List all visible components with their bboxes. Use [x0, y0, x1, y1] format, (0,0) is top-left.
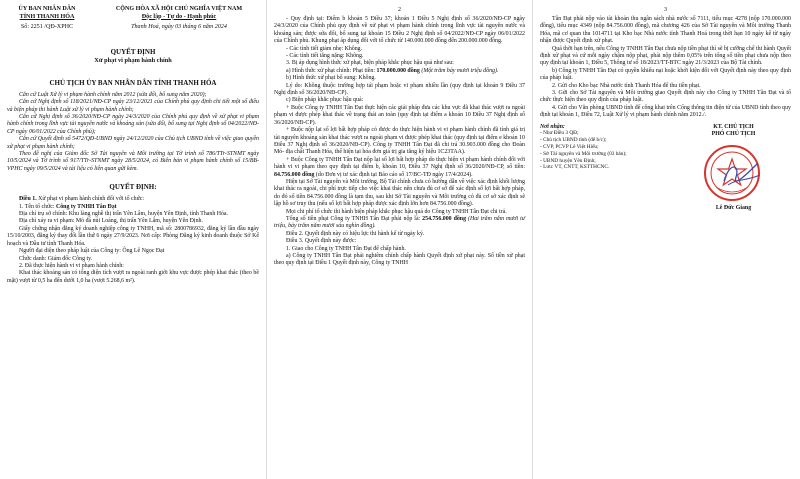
decision-subject: Xử phạt vi phạm hành chính — [94, 56, 172, 64]
representative: Người đại diện theo pháp luật của Công ty: Ông Lê Ngọc Đạt — [19, 248, 165, 255]
position: Chức danh: Giám đốc Công ty. — [19, 255, 93, 262]
paragraph: Điều 3. Quyết định này được: — [286, 238, 357, 245]
paragraph: b) Công ty TNHH Tân Đạt có quyền khiếu nại hoặc khởi kiện đối với Quyết định này theo quy định của pháp luật. — [540, 67, 791, 82]
paragraph: 3. Bị áp dụng hình thức xử phạt, biện pháp khắc phục hậu quả như sau: — [286, 60, 454, 67]
recipients-list — [540, 124, 650, 212]
page-number: 3 — [664, 7, 667, 13]
article-1-label: Điều 1. — [19, 196, 37, 203]
nation-line-1: CỘNG HÒA XÃ HỘI CHỦ NGHĨA VIỆT NAM — [115, 6, 243, 12]
recipient-item: - Lưu: VT, CNTT, KSTTHCNC. — [540, 164, 610, 171]
national-motto — [99, 6, 259, 32]
org-name-line — [7, 204, 259, 211]
recipients-label: Nơi nhận: — [540, 123, 565, 130]
fine-amount: 170.000.000 đồng — [376, 67, 420, 74]
agency-line-1: ỦY BAN NHÂN DÂN — [18, 6, 76, 12]
paragraph: - Quy định tại: Điểm b khoản 5 Điều 37; khoản 1 Điều 5 Nghị định số 36/2020/NĐ-CP ngày 24/3/2020 của Chính phủ quy định về xử phạt vi phạm hành chính trong lĩnh vực tài nguyên nước và khoáng sản; được sửa đổi, bổ sung tại khoản 15 Điều 2 Nghị định số 04/2022/NĐ-CP ngày 06/01/2022 của Chính phủ. Khung phạt áp dụng đối với tổ chức từ 140.000.000 đồng đến 200.000.000 đồng. — [274, 16, 525, 45]
paragraph: 1. Giao cho Công ty TNHH Tân Đạt để chấp hành. — [286, 245, 406, 252]
legal-basis-1: Căn cứ Luật Xử lý vi phạm hành chính năm 2012 (sửa đổi, bổ sung năm 2020); — [19, 91, 207, 98]
violation-site: Địa chỉ xảy ra vi phạm: Mỏ đá núi Loáng, thị trấn Yên Lâm, huyện Yên Định. — [19, 218, 203, 225]
seal-stamp-icon — [702, 141, 766, 205]
recipient-item: - Sở Tài nguyên và Môi trường (03 bản); — [540, 150, 627, 157]
org-name-label: 1. Tên tổ chức: — [19, 203, 55, 210]
paragraph: 4. Gửi cho Văn phòng UBND tỉnh để công khai trên Cổng thông tin điện tử của UBND tỉnh theo quy định tại khoản 1, Điều 72, Luật Xử lý vi phạm hành chính năm 2012./. — [540, 104, 791, 119]
paragraph: + Buộc Công ty TNHH Tân Đạt thực hiện các giải pháp đưa các khu vực đã khai thác vượt ra ngoài phạm vi được phép khai thác về trạng thái an toàn (quy định tại điểm a khoản 10 Điều 37 Nghị định số 36/2020/NĐ-CP). — [274, 104, 525, 126]
legal-basis-2: Căn cứ Nghị định số 118/2021/NĐ-CP ngày 23/12/2021 của Chính phủ quy định chi tiết một số điều và biện pháp thi hành Luật xử lý vi phạm hành chính; — [7, 99, 259, 113]
doc-number: Số: 2251 /QĐ-XPHC — [20, 24, 74, 31]
document-page-3 — [532, 0, 798, 479]
signer-name: Lê Đức Giang — [715, 204, 752, 211]
illegal-profit-amount: 84.756.000 đồng — [274, 171, 315, 178]
nation-line-2: Độc lập - Tự do - Hạnh phúc — [141, 13, 217, 20]
illegal-profit — [274, 157, 525, 179]
document-page-1 — [0, 0, 266, 479]
legal-basis-5: Theo đề nghị của Giám đốc Sở Tài nguyên và Môi trường tại Tờ trình số 786/TTr-STNMT ngày 10/5/2024 và Tờ trình số 917/TTr-STNMT ngày 28/5/2024, có Biên bản vi phạm hành chính số 15/BB-VPHC ngày 09/5/2024 và tài liệu có liên quan gửi kèm. — [7, 151, 259, 172]
paragraph: Mọi chi phí tổ chức thi hành biện pháp khắc phục hậu quả do Công ty TNHH Tân Đạt chi trả. — [286, 208, 507, 215]
recipient-item: - Như Điều 3 QĐ; — [540, 130, 579, 137]
paragraph: Điều 2. Quyết định này có hiệu lực thi hành kể từ ngày ký. — [286, 230, 425, 237]
illegal-profit-note: (do Đơn vị tư xác định tại Báo cáo số 17/BC-TĐ ngày 17/4/2024). — [315, 171, 473, 178]
document-header — [7, 6, 259, 32]
paragraph: Lý do: Không thuộc trường hợp tái phạm hoặc vi phạm nhiều lần (quy định tại khoản 9 Điều 37 Nghị định số 36/2020/NĐ-CP). — [274, 82, 525, 97]
paragraph: Quá thời hạn trên, nếu Công ty TNHH Tân Đạt chưa nộp tiền phạt thì sẽ bị cưỡng chế thi hành Quyết định xử phạt và cứ mỗi ngày chậm nộp phạt, phải nộp thêm 0,05% trên tổng số tiền phạt chưa nộp theo quy định tại khoản 1, Điều 5, Thông tư số 18/2023/TT-BTC ngày 21/3/2023 của Bộ Tài chính. — [540, 45, 791, 67]
signer — [676, 124, 791, 212]
document-page-2 — [266, 0, 532, 479]
violation-label: 2. Đã thực hiện hành vi vi phạm hành chính: — [19, 262, 124, 269]
signature-block — [540, 124, 791, 212]
total-fine — [274, 216, 525, 231]
paragraph: + Buộc nộp lại số lợi bất hợp pháp có được do thực hiện hành vi vi phạm hành chính đã tính giá trị tài nguyên khoáng sản khai thác vượt ra ngoài phạm vi được phép khai thác (quy định tại điểm e khoản 10 Điều 37 Nghị định số 36/2020/NĐ-CP). Công ty TNHH Tân Đạt đã chi trả 30.903.000 đồng cho Đoàn Mỏ- địa chất Thanh Hóa, thể hiện tại hóa đơn giá trị gia tăng ký hiệu 1C23TAA). — [274, 127, 525, 156]
agency-line-2: TỈNH THANH HÓA — [19, 13, 75, 20]
paragraph: Hiện tại Sở Tài nguyên và Môi trường, Bộ Tài chính chưa có hướng dẫn về việc xác định khối lượng khai thác ra ngoài, chi phí trực tiếp cho việc khai thác nên chưa đủ cơ sở để xác định số lợi bất hợp pháp, do đó số tiền 84.756.000 đồng là tạm thu, sau khi Sở Tài nguyên và Môi trường có đủ cơ sở xác định sẽ lập hồ sơ truy thu (nếu số lợi bất hợp pháp được xác định lớn hơn 84.756.000 đồng). — [274, 178, 525, 208]
paragraph: c) Biện pháp khắc phục hậu quả: — [286, 97, 364, 104]
legal-basis-3: Căn cứ Nghị định số 36/2020/NĐ-CP ngày 24/3/2020 của Chính phủ quy định về xử phạt vi phạm hành chính trong lĩnh vực tài nguyên nước và khoáng sản (sửa đổi, bổ sung tại Nghị định số 04/2022/NĐ-CP ngày 06/01/2022 của Chính phủ); — [7, 114, 259, 135]
article-1-intro — [7, 196, 259, 203]
sign-line-1: KT. CHỦ TỊCH — [713, 123, 754, 130]
authority: CHỦ TỊCH ỦY BAN NHÂN DÂN TỈNH THANH HÓA — [49, 78, 217, 87]
total-fine-label: Tổng số tiền phạt Công ty TNHH Tân Đạt phải nộp là: — [286, 215, 421, 222]
recipient-item: - UBND huyện Yên Định; — [540, 157, 596, 164]
article-1-text: Xử phạt vi phạm hành chính đối với tổ chức: — [38, 196, 145, 203]
recipient-item: - CVP, PCVP Lê Việt Hiếu; — [540, 144, 599, 151]
violation-text: Khai thác khoáng sản có tổng diện tích vượt ra ngoài ranh giới khu vực được phép khai thác (theo bề mặt) vượt từ 0,5 ha đến dưới 1,0 ha (vượt 5.268,6 m²). — [7, 270, 259, 284]
fine-words: (Một trăm bảy mươi triệu đồng). — [421, 67, 499, 74]
sign-line-2: PHÓ CHỦ TỊCH — [711, 131, 756, 138]
paragraph: 3. Gửi cho Sở Tài nguyên và Môi trường giao Quyết định này cho Công ty TNHH Tân Đạt và tổ chức thực hiện theo quy định của pháp luật. — [540, 90, 791, 104]
decision-title: QUYẾT ĐỊNH: — [109, 183, 157, 192]
legal-basis-4: Căn cứ Quyết định số 5472/QĐ-UBND ngày 24/12/2020 của Chủ tịch UBND tỉnh về việc giao quyền xử phạt vi phạm hành chính; — [7, 136, 259, 150]
paragraph: b) Hình thức xử phạt bổ sung: Không. — [286, 75, 376, 82]
issuing-agency — [7, 6, 87, 32]
org-name: Công ty TNHH Tân Đạt — [55, 203, 117, 210]
paragraph: Tân Đạt phải nộp vào tài khoản thu ngân sách nhà nước số 7111, tiểu mục 4278 (nộp 170.000.000 đồng), tiểu mục 4349 (nộp 84.756.000 đồng), mã chương 426 của Sở Tài nguyên và Môi trường Thanh Hóa, mã cơ quan thu 1014711 tại Kho bạc Nhà nước tỉnh Thanh Hoá trong thời hạn 10 ngày kể từ ngày nhận được Quyết định xử phạt. — [540, 16, 791, 45]
illegal-profit-label: + Buộc Công ty TNHH Tân Đạt nộp lại số lợi bất hợp pháp do thực hiện vi phạm hành chính đối với hành vi vi phạm theo quy định tại điểm b, khoản 10, Điều 37 Nghị định số 36/2020/NĐ-CP, số tiền: — [274, 156, 525, 171]
total-amount: 254.756.000 đồng — [422, 215, 467, 222]
page-number: 2 — [398, 7, 401, 13]
main-penalty-label: a) Hình thức xử phạt chính: Phạt tiền: — [286, 67, 376, 74]
place-date: Thanh Hoá, ngày 03 tháng 6 năm 2024 — [131, 24, 227, 31]
paragraph: 2. Gửi cho Kho bạc Nhà nước tỉnh Thanh Hóa để thu tiền phạt. — [552, 82, 701, 89]
decision-heading: QUYẾT ĐỊNH — [110, 47, 156, 56]
registration: Giấy chứng nhận đăng ký doanh nghiệp công ty TNHH, mã số: 2800786932, đăng ký lần đầu ngày 15/10/2003, đăng ký thay đổi lần thứ 6 ngày 27/9/2023. Nơi cấp: Phòng Đăng ký kinh doanh thuộc Sở Kế hoạch và Đầu tư tỉnh Thanh Hóa. — [7, 225, 259, 247]
total-words: (Hai trăm năm mươi tư triệu, bảy trăm năm mươi sáu nghìn đồng). — [274, 215, 525, 230]
head-office: Địa chỉ trụ sở chính: Khu làng nghề thị trấn Yên Lâm, huyện Yên Định, tỉnh Thanh Hóa. — [19, 211, 229, 218]
recipient-item: - Chủ tịch UBND tỉnh (để b/c); — [540, 137, 607, 144]
paragraph: - Các tình tiết tăng nặng: Không. — [286, 53, 364, 60]
paragraph: a) Công ty TNHH Tân Đạt phải nghiêm chỉnh chấp hành Quyết định xử phạt này. Số tiền xử phạt theo quy định tại Điều 1 Quyết định này, Công ty TNHH — [274, 253, 525, 267]
paragraph: - Các tình tiết giảm nhẹ: Không. — [286, 45, 363, 52]
official-seal — [702, 141, 766, 205]
